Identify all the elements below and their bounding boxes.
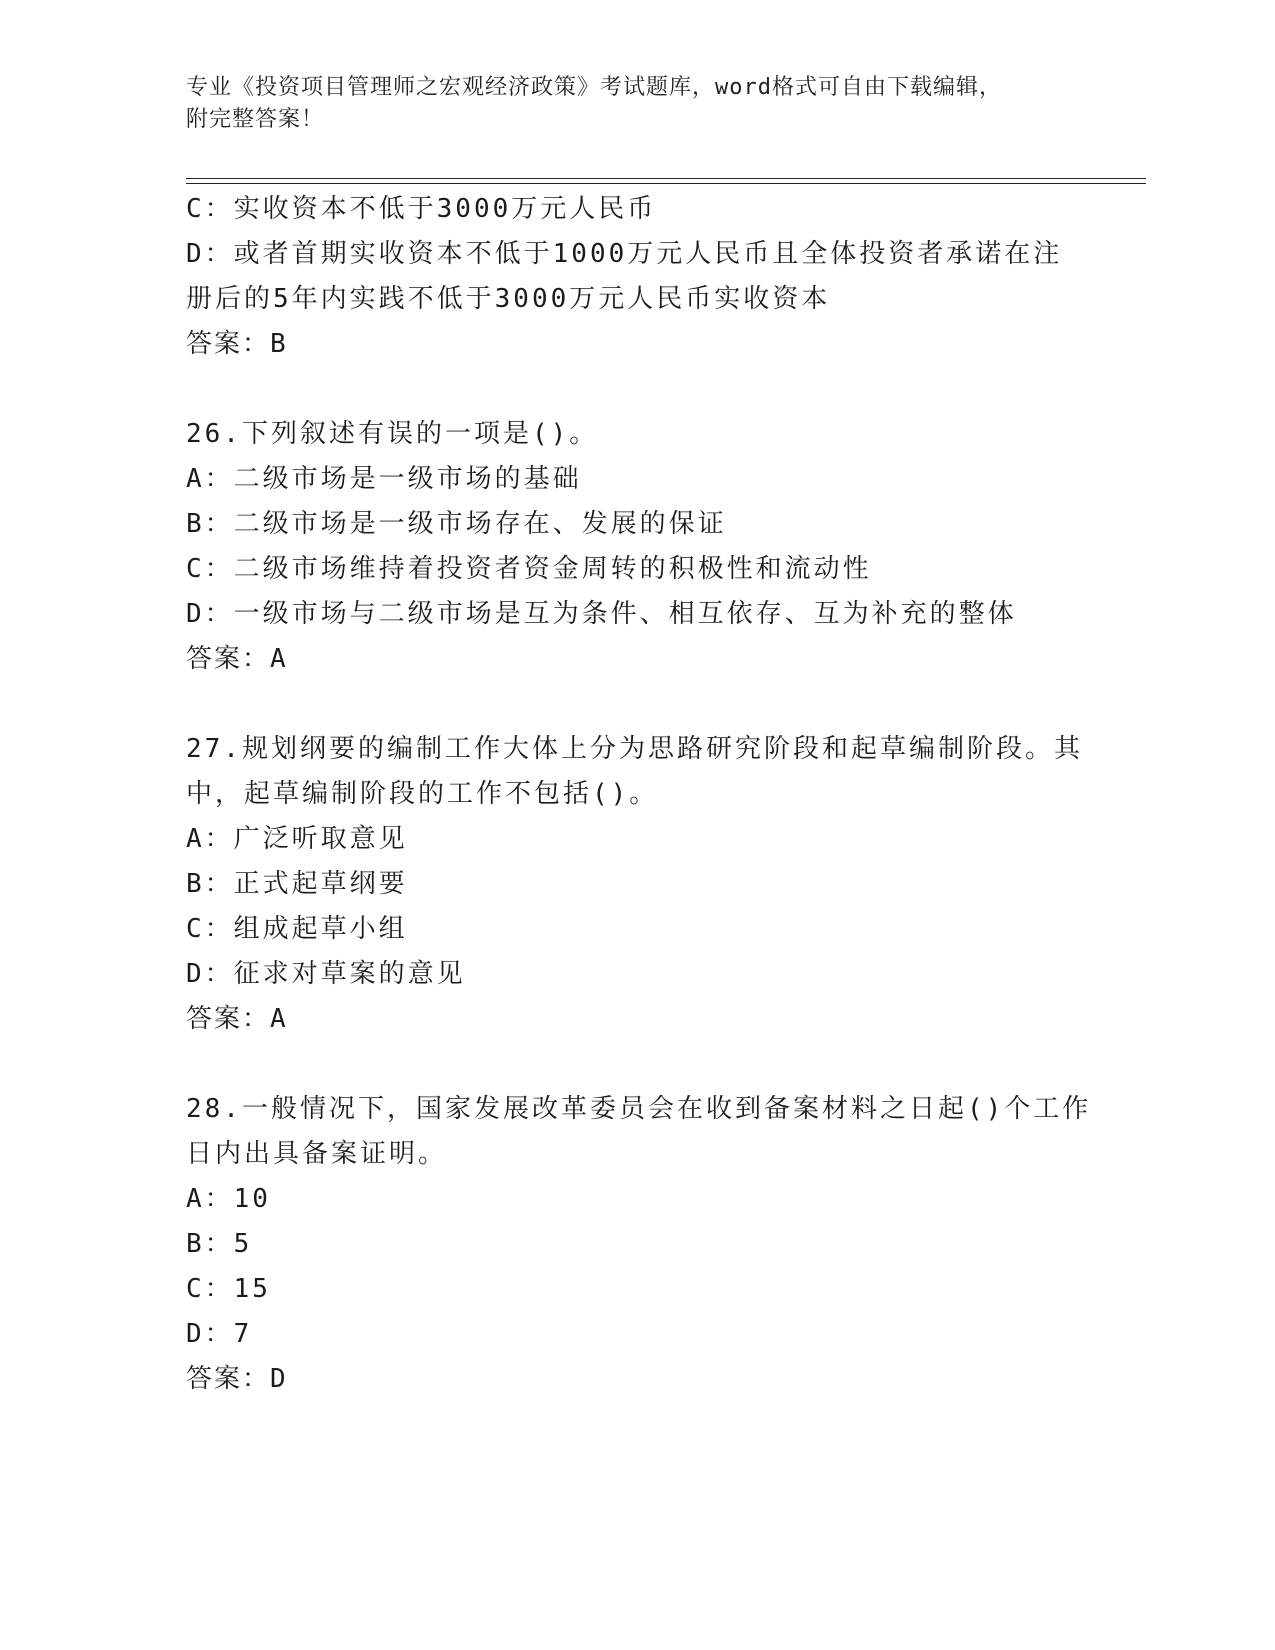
q26-stem: 26.下列叙述有误的一项是()。 [186,419,599,449]
q26-option-d: D：一级市场与二级市场是互为条件、相互依存、互为补充的整体 [186,599,1017,629]
q27-option-c: C：组成起草小组 [186,914,408,944]
header-rule-bottom [186,183,1146,184]
prev-option-d-line-1: D：或者首期实收资本不低于1000万元人民币且全体投资者承诺在注 [186,239,1063,269]
q26-option-a: A：二级市场是一级市场的基础 [186,464,582,494]
q27-option-a: A：广泛听取意见 [186,824,408,854]
header-line-2: 附完整答案！ [186,107,325,132]
q27-option-d: D：征求对草案的意见 [186,959,466,989]
q28-option-a: A：10 [186,1184,271,1214]
q27-answer: 答案：A [186,1004,288,1034]
q26-option-c: C：二级市场维持着投资者资金周转的积极性和流动性 [186,554,872,584]
prev-answer: 答案：B [186,329,288,359]
prev-option-d-line-2: 册后的5年内实践不低于3000万元人民币实收资本 [186,284,831,314]
header-line-1: 专业《投资项目管理师之宏观经济政策》考试题库，word格式可自由下载编辑， [186,75,1002,100]
q27-stem-line-1: 27.规划纲要的编制工作大体上分为思路研究阶段和起草编制阶段。其 [186,734,1083,764]
q28-option-c: C：15 [186,1274,271,1304]
q28-option-b: B：5 [186,1229,253,1259]
document-header [186,72,1066,136]
q26-option-b: B：二级市场是一级市场存在、发展的保证 [186,509,727,539]
prev-option-c: C：实收资本不低于3000万元人民币 [186,194,657,224]
q28-option-d: D：7 [186,1319,253,1349]
q27-option-b: B：正式起草纲要 [186,869,408,899]
q28-stem-line-2: 日内出具备案证明。 [186,1139,448,1169]
header-rule-top [186,178,1146,179]
q26-answer: 答案：A [186,644,288,674]
q28-answer: 答案：D [186,1364,288,1394]
q28-stem-line-1: 28.一般情况下，国家发展改革委员会在收到备案材料之日起()个工作 [186,1094,1092,1124]
q27-stem-line-2: 中，起草编制阶段的工作不包括()。 [186,779,659,809]
